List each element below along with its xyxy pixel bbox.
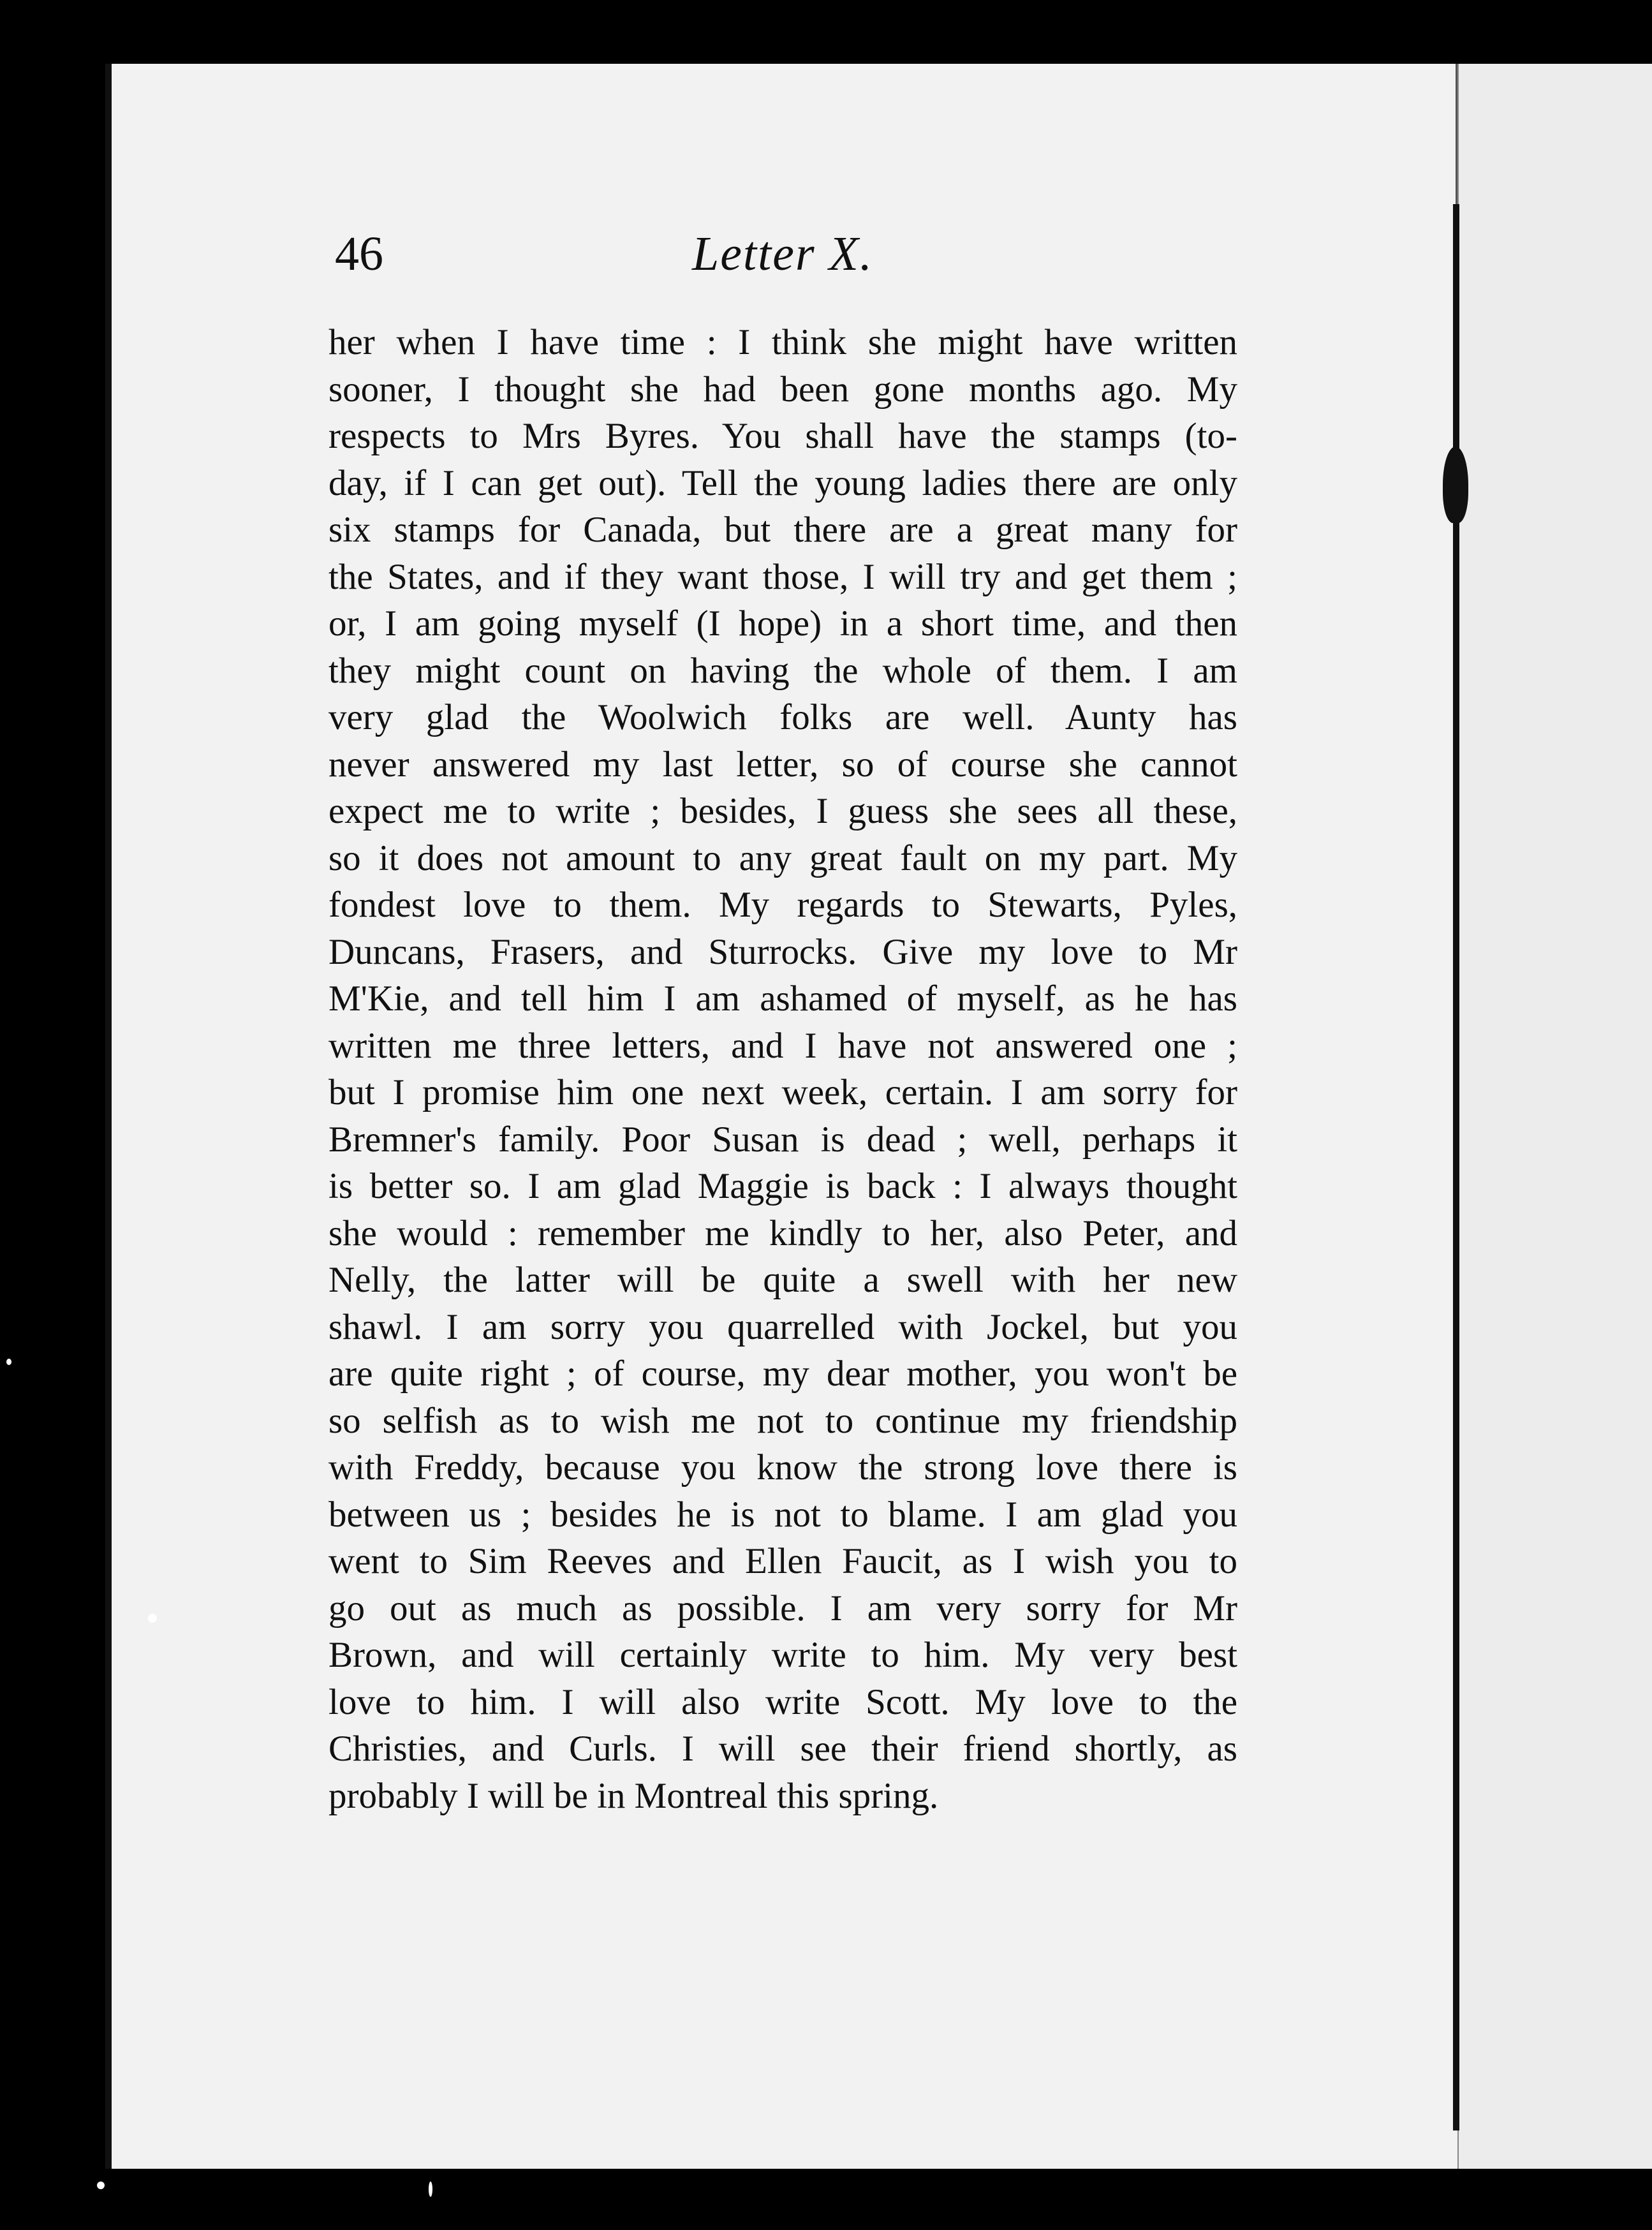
page-title: Letter X. — [692, 227, 873, 281]
text-line: her when I have time : I think she might have written — [328, 322, 1237, 362]
text-line: love to him. I will also write Scott. My love to the — [328, 1681, 1237, 1722]
text-line: fondest love to them. My regards to Stewarts, Pyles, — [328, 885, 1237, 925]
text-line: with Freddy, because you know the strong love there is — [328, 1447, 1237, 1488]
text-line: expect me to write ; besides, I guess she sees all these, — [328, 791, 1237, 831]
letter-body — [328, 319, 1237, 1819]
text-line: six stamps for Canada, but there are a great many for — [328, 510, 1237, 550]
page-number: 46 — [335, 227, 383, 281]
text-line: go out as much as possible. I am very sorry for Mr — [328, 1588, 1237, 1628]
text-line: went to Sim Reeves and Ellen Faucit, as I wish you to — [328, 1541, 1237, 1581]
text-line: respects to Mrs Byres. You shall have the stamps (to- — [328, 416, 1237, 456]
text-line: between us ; besides he is not to blame. I am glad you — [328, 1494, 1237, 1535]
text-line: Bremner's family. Poor Susan is dead ; well, perhaps it — [328, 1119, 1237, 1160]
text-line: or, I am going myself (I hope) in a short time, and then — [328, 603, 1237, 644]
text-line: is better so. I am glad Maggie is back : I always thought — [328, 1166, 1237, 1206]
text-line: the States, and if they want those, I will try and get them ; — [328, 556, 1237, 597]
text-line: Christies, and Curls. I will see their friend shortly, as — [328, 1729, 1237, 1769]
text-line: but I promise him one next week, certain. I am sorry for — [328, 1072, 1237, 1112]
running-head — [335, 226, 1304, 297]
text-line: shawl. I am sorry you quarrelled with Jockel, but you — [328, 1306, 1237, 1347]
text-line: are quite right ; of course, my dear mother, you won't be — [328, 1354, 1237, 1394]
text-line: so selfish as to wish me not to continue my friendship — [328, 1400, 1237, 1441]
text-line: sooner, I thought she had been gone months ago. My — [328, 369, 1237, 410]
text-line: Duncans, Frasers, and Sturrocks. Give my love to Mr — [328, 931, 1237, 972]
scan-speck — [97, 2182, 105, 2189]
text-line: M'Kie, and tell him I am ashamed of myself, as he has — [328, 978, 1237, 1019]
text-line: so it does not amount to any great fault on my part. My — [328, 838, 1237, 878]
facing-page-edge — [1457, 64, 1652, 2169]
text-line: she would : remember me kindly to her, also Peter, and — [328, 1213, 1237, 1253]
scan-speck — [429, 2182, 432, 2197]
scan-speck — [6, 1359, 11, 1365]
text-line: day, if I can get out). Tell the young ladies there are only — [328, 462, 1237, 503]
gutter-shadow-top — [1456, 64, 1457, 204]
text-line: Brown, and will certainly write to him. My very best — [328, 1635, 1237, 1675]
text-line: written me three letters, and I have not answered one ; — [328, 1025, 1237, 1066]
text-line: they might count on having the whole of them. I am — [328, 650, 1237, 691]
text-line: very glad the Woolwich folks are well. Aunty has — [328, 697, 1237, 737]
text-line: probably I will be in Montreal this spring. — [328, 1775, 939, 1816]
scan-speck — [148, 1614, 157, 1623]
text-line: never answered my last letter, so of course she cannot — [328, 744, 1237, 785]
binding-mark — [1443, 447, 1468, 523]
text-line: Nelly, the latter will be quite a swell with her new — [328, 1260, 1237, 1300]
